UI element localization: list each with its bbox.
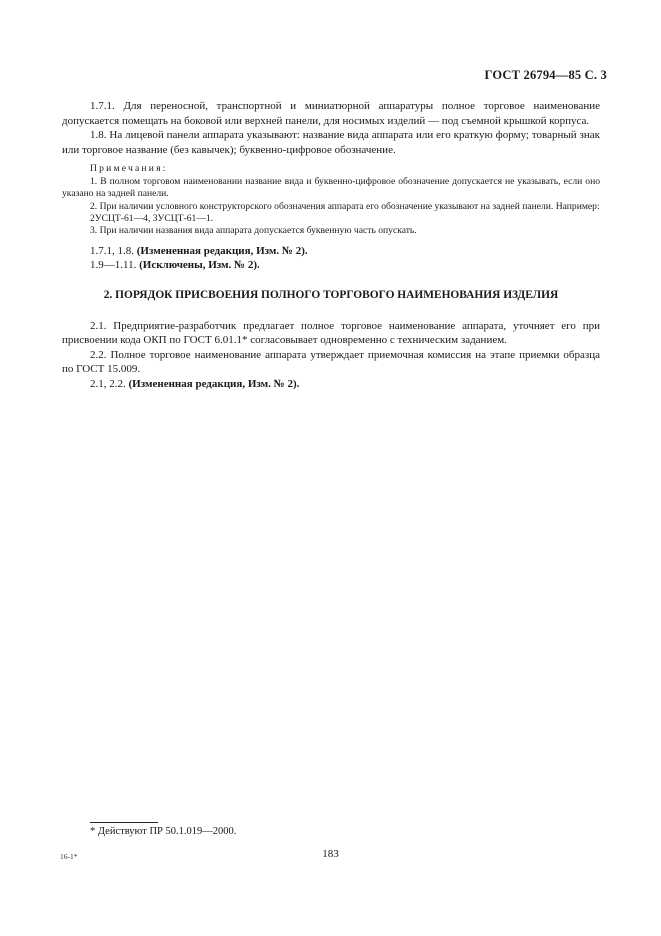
page-number: 183	[322, 848, 339, 860]
print-signature: 16-1*	[60, 852, 78, 861]
revision-note-3-text: (Измененная редакция, Изм. № 2).	[128, 377, 300, 390]
paragraph-2-1: 2.1. Предприятие-разработчик предлагает полное торговое наименование аппарата, уточняет его при присвоении кода ОКП по ГОСТ 6.01.1* согласовывает одновременно с техническим заданием.	[62, 319, 600, 347]
footnote-rule	[90, 822, 158, 823]
note-2: 2. При наличии условного конструкторского обозначения аппарата его обозначение указывают на задней панели. Например:	[90, 200, 600, 212]
revision-note-3-clauses: 2.1, 2.2.	[90, 377, 126, 390]
note-1: 1. В полном торговом наименовании название вида и буквенно-цифровое обозначение допускается не указывать, если оно указано на задней панели.	[62, 175, 600, 200]
notes-block	[62, 163, 600, 237]
note-3: 3. При наличии названия вида аппарата допускается буквенную часть опускать.	[90, 225, 417, 237]
revision-note-3	[62, 377, 600, 392]
revision-note-2-text: (Исключены, Изм. № 2).	[139, 259, 260, 272]
paragraph-1-7-1: 1.7.1. Для переносной, транспортной и миниатюрной аппаратуры полное торговое наименование допускается помещать на боковой или верхней панели, для носимых изделий — под съемной крышкой корпуса.	[62, 100, 600, 127]
note-2-example: 2УСЦТ-61—4, 3УСЦТ-61—1.	[90, 213, 214, 224]
revision-note-1-text: (Измененная редакция, Изм. № 2).	[136, 244, 308, 257]
page-header: ГОСТ 26794—85 С. 3	[484, 68, 607, 82]
section-2-heading: 2. ПОРЯДОК ПРИСВОЕНИЯ ПОЛНОГО ТОРГОВОГО НАИМЕНОВАНИЯ ИЗДЕЛИЯ	[103, 289, 559, 301]
revision-note-2	[62, 258, 600, 273]
paragraph-2-2: 2.2. Полное торговое наименование аппарата утверждает приемочная комиссия на этапе приемки образца по ГОСТ 15.009.	[62, 348, 600, 376]
revision-note-1-clauses: 1.7.1, 1.8.	[90, 244, 134, 257]
revision-note-1	[62, 244, 600, 259]
notes-title: Примечания:	[90, 163, 168, 175]
footnote: * Действуют ПР 50.1.019—2000.	[90, 826, 237, 837]
revision-note-2-clauses: 1.9—1.11.	[90, 259, 137, 272]
paragraph-1-8: 1.8. На лицевой панели аппарата указывают: название вида аппарата или его краткую форму; товарный знак или торговое название (без кавычек); буквенно-цифровое обозначение.	[62, 129, 600, 156]
page-content	[62, 99, 600, 392]
